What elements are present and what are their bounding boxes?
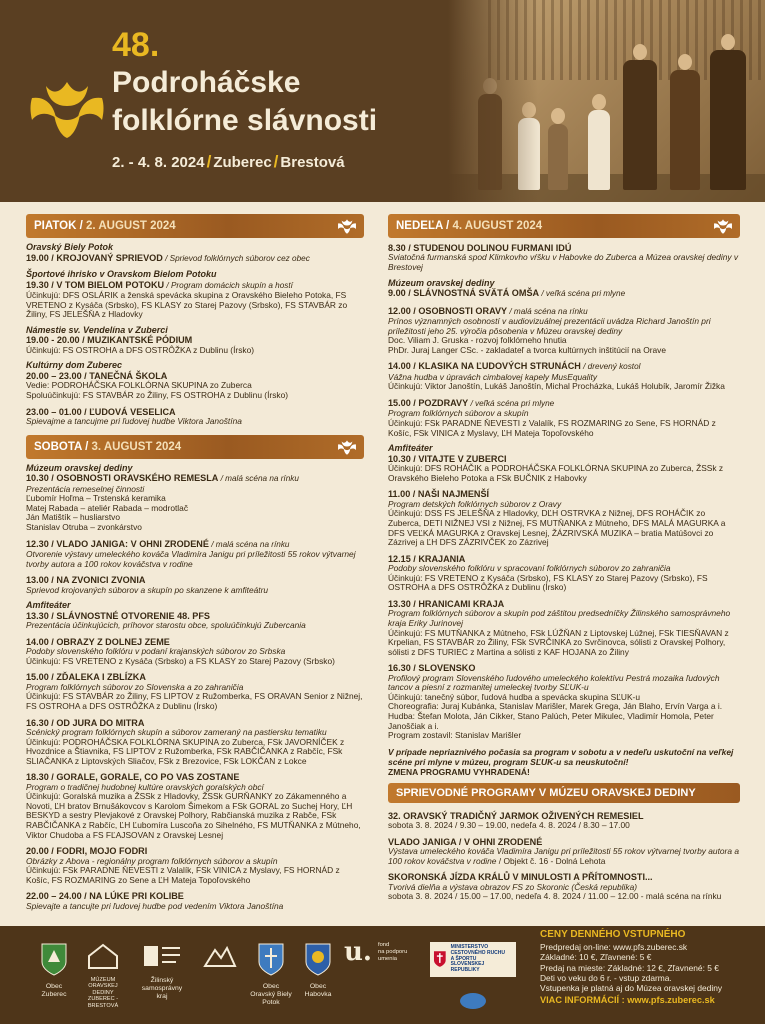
event-title: 8.30 / STUDENOU DOLINOU FURMANI IDÚ xyxy=(388,243,572,253)
event-description: Profilový program Slovenského ľudového umeleckého kolektívu Pestrá mozaika ľudových tancov a piesní z rozmanitej umeleckej tvorby SĽUK-u xyxy=(388,672,720,693)
day-date: 3. AUGUST 2024 xyxy=(91,440,182,453)
side-program-description: Výstava umeleckého kováča Vladimíra Janigu pri príležitosti 55 rokov výtvarnej tvorby autora a 100 rokov kováčstva v rodine xyxy=(388,846,739,866)
event-venue-place: Oravský Biely Potok xyxy=(26,242,114,252)
festival-logo-icon xyxy=(336,437,358,457)
event-stage: / malá scéna na rínku xyxy=(507,306,588,316)
day-header-saturday: SOBOTA / 3. AUGUST 2024 xyxy=(26,435,364,459)
festival-logo-icon xyxy=(712,216,734,236)
event-item xyxy=(388,361,740,392)
event-item xyxy=(26,326,364,356)
side-program-description: Tvorivá dielňa a výstava obrazov FS zo Skoronic (Česká republika) xyxy=(388,881,638,892)
event-performers: Účinkujú: DFS ROHÁČIK a PODROHÁČSKA FOLKLÓRNA SKUPINA zo Zuberca, ŽSSk z Oravského Bieleho Potoka a FSk BUČNIK z Habovky xyxy=(388,463,724,483)
logo-label: Obec Habovka xyxy=(304,983,332,998)
logo-obec-habovka xyxy=(300,942,336,999)
event-venue-place: Amfiteáter xyxy=(26,600,71,611)
event-item xyxy=(26,601,364,631)
event-item xyxy=(388,279,740,300)
day-date: 4. AUGUST 2024 xyxy=(452,220,543,232)
place-brestova: Brestová xyxy=(280,154,345,171)
place-zuberec: Zuberec xyxy=(213,154,272,171)
logo-muzeum xyxy=(78,942,128,1009)
event-description: Program detských folklórnych súborov z Oravy xyxy=(388,498,562,509)
logo-ministerstvo xyxy=(430,942,516,1018)
event-description: Program o tradičnej hudobnej kultúre oravských goralských obcí xyxy=(26,781,264,792)
event-description: Podoby slovenského folklóru v spracovaní folklórnych súborov zo zahraničia xyxy=(388,563,671,574)
day-name: PIATOK xyxy=(34,220,77,232)
event-item xyxy=(26,637,364,667)
event-description: Prezentácia remeselnej činnosti xyxy=(26,483,145,494)
event-item xyxy=(388,489,740,547)
event-item xyxy=(26,464,364,533)
event-item xyxy=(388,243,740,273)
event-title: 16.30 / SLOVENSKO xyxy=(388,663,476,674)
saturday-event-list xyxy=(26,464,364,912)
event-venue-place: Múzeum oravskej dediny xyxy=(388,277,495,288)
logo-label: MÚZEUM ORAVSKEJ DEDINY ZUBEREC - BRESTOVÁ xyxy=(87,977,119,1009)
event-description: Program folklórnych súborov zo Slovenska a zo zahraničia xyxy=(26,681,244,692)
festival-title-line1: Podroháčske xyxy=(112,66,301,99)
event-title: 14.00 / OBRAZY Z DOLNEJ ZEME xyxy=(26,636,170,647)
event-description: Obrázky z Abova - regionálny program folklórnych súborov a skupín xyxy=(26,855,278,866)
fpu-u-icon: u. xyxy=(344,937,372,968)
event-description: Sviatočná furmanská spod Klimkovho vŕšku v Habovke do Zuberca a Múzea oravskej dediny v Brestovej xyxy=(388,252,739,272)
day-date: 2. AUGUST 2024 xyxy=(85,220,176,232)
event-title: 13.30 / SLÁVNOSTNÉ OTVORENIE 48. PFS xyxy=(26,610,210,621)
side-programs-list xyxy=(388,811,740,902)
logo-label: Obec Zuberec xyxy=(41,983,67,998)
event-performers: Účinkujú: DFS OSLÁRIK a ženská spevácka skupina z Oravského Bieleho Potoka, FS VRETENO z Kysáča (Srbsko), FS KLASY zo Starej Pazovy (Srbsko), FS STAVBÁR zo Žiliny, FS JELEŠŇA z Hladovky xyxy=(26,290,348,320)
event-title: 10.30 / VITAJTE V ZUBERCI xyxy=(388,453,507,464)
event-item xyxy=(26,270,364,320)
event-venue-place: Športové ihrisko v Oravskom Bielom Potoku xyxy=(26,269,217,279)
price-line: Predaj na mieste: Základné: 12 €, Zľavnené: 5 € xyxy=(540,962,719,973)
event-item xyxy=(26,718,364,767)
ticket-prices xyxy=(540,930,762,1020)
side-program-when: / Objekt č. 16 - Dolná Lehota xyxy=(496,855,606,866)
rain-note: V prípade nepriaznivého počasia sa program v sobotu a v nedeľu uskutoční na veľkej scéne pri mlyne v múzeu, program SĽUK-u sa neuskutoční! xyxy=(388,746,734,767)
event-time-title xyxy=(26,575,364,585)
event-item xyxy=(388,663,740,741)
slovak-coat-icon xyxy=(433,950,447,968)
event-performers: Účinkujú: DSS FS JELEŠŇA z Hladovky, DĽH OSTRVKA z Nižnej, DFS ROHÁČIK zo Zuberca, DETI NIŽNEJ VSI z Nižnej, FS MUTŇANKA z Mútneho, DFS MALÁ MAGURKA a DFS VEĽKÁ MAGURKA z Oravskej Lesnej, ŽÁZRIVSKÁ MUZIKA – bratia Matúšovci zo Zázrivej a ĽH DFS ZÁZRIVČEK zo Zázrivej xyxy=(388,508,726,548)
side-program-when: sobota 3. 8. 2024 / 15.00 – 17.00, nedeľa 4. 8. 2024 / 11.00 – 12.00 - malá scéna na rínku xyxy=(388,891,722,902)
logo-label: MINISTERSTVO CESTOVNÉHO RUCHU A ŠPORTU SLOVENSKEJ REPUBLIKY xyxy=(450,944,506,974)
event-performers: Vedie: PODROHÁČSKA FOLKLÓRNA SKUPINA zo Zuberca Spoluúčinkujú: FS STAVBÁR zo Žiliny, FS OSTROHA z Dublinu (Írsko) xyxy=(26,380,289,400)
event-description: Spievajte a tancujte pri ľudovej hudbe pod vedením Viktora Janoštína xyxy=(26,900,284,911)
side-program-title: VLADO JANIGA / V OHNI ZRODENÉ xyxy=(388,836,543,847)
event-item xyxy=(388,444,740,483)
side-program-when: sobota 3. 8. 2024 / 9.30 – 19.00, nedeľa 4. 8. 2024 / 8.30 – 17.00 xyxy=(388,820,630,831)
festival-title-line2: folklórne slávnosti xyxy=(112,104,378,137)
event-performers: Účinkujú: FS MUTŇANKA z Mútneho, FSk LÚŽŇAN z Liptovskej Lúžnej, FSk TIESŇAVAN z Krpelian, FS STAVBÁR zo Žiliny, FSk SVRČINKA zo Svrčinovca, sólisti z Oravskej Polhory, sólisti z DFS TURIEC z Martina a sólisti z KAF HOJANA zo Žiliny xyxy=(388,627,729,657)
event-item xyxy=(26,846,364,885)
event-stage: / drevený kostol xyxy=(580,362,641,372)
side-programs-header: SPRIEVODNÉ PROGRAMY V MÚZEU ORAVSKEJ DEDINY xyxy=(388,783,740,803)
event-item xyxy=(26,772,364,840)
event-performers: Účinkujú: Viktor Janoštín, Lukáš Janoštín, Michal Procházka, Lukáš Holubík, Jaromír Žižka xyxy=(388,381,725,392)
event-item xyxy=(388,306,740,356)
event-venue-place: Kultúrny dom Zuberec xyxy=(26,360,123,371)
event-title: 13.30 / HRANICAMI KRAJA xyxy=(388,598,505,609)
event-performers: Účinkujú: tanečný súbor, ľudová hudba a spevácka skupina SĽUK-u Choreografia: Juraj Kubánka, Stanislav Marišler, Marek Grega, Ján Blaho, Ervín Varga a i. Hudba: Štefan Molota, Ján Cikker, Stano Palúch, Peter Mikulec, Vladimír Homola, Peter Janoščiak a i. Program zostavil: Stanislav Marišler xyxy=(388,691,723,741)
folk-dancers-photo xyxy=(448,0,765,202)
event-venue-place: Námestie sv. Vendelína v Zuberci xyxy=(26,324,168,335)
event-item xyxy=(26,672,364,711)
event-description: Prínos významných osobností v audiovizuálnej prezentácii uvádza Richard Janoštín pri príležitosti jeho 25. výročia pôsobenia v Múzeu oravskej dediny xyxy=(388,316,711,336)
event-item xyxy=(26,361,364,400)
event-performers: Účinkujú: FS STAVBÁR zo Žiliny, FS LIPTOV z Ružomberka, FS ORAVAN Senior z Nižnej, FS OSTROHA a DFS OSTRÔŽKA z Dublinu (Írsko) xyxy=(26,691,363,711)
left-column xyxy=(26,214,364,917)
event-time-title xyxy=(26,473,364,484)
logo-label: Obec Oravský Biely Potok xyxy=(250,983,292,1006)
event-performers: Účinkujú: FS OSTROHA a DFS OSTRÔŽKA z Dublinu (Írsko) xyxy=(26,344,255,355)
event-item xyxy=(388,398,740,438)
logo-zsk xyxy=(134,942,190,1001)
event-title: 19.00 / KROJOVANÝ SPRIEVOD xyxy=(26,252,163,263)
event-title: 16.30 / OD JURA DO MITRA xyxy=(26,717,145,728)
event-description: Sprievod krojovaných súborov a skupín po skanzene k amfiteátru xyxy=(26,584,269,595)
event-title: 12.00 / OSOBNOSTI ORAVY xyxy=(388,305,508,316)
event-description: Scénický program folklórnych skupín a súborov zameraný na pastiersku tematiku xyxy=(26,726,327,737)
event-description: Podoby slovenského folklóru v podaní krajanských súborov zo Srbska xyxy=(26,646,286,657)
more-info-link[interactable]: VIAC INFORMÁCIÍ : www.pfs.zuberec.sk xyxy=(540,995,715,1006)
logo-obec-zuberec xyxy=(34,942,74,999)
logo-label: Žilinský samosprávny kraj xyxy=(141,977,183,1000)
event-title: 12.15 / KRAJANIA xyxy=(388,553,466,564)
event-performers: Účinkujú: FS VRETENO z Kysáča (Srbsko), FS KLASY zo Starej Pazovy (Srbsko), FS OSTROHA a DFS OSTRÔŽKA z Dublinu (Írsko) xyxy=(388,572,708,593)
logo-fpu xyxy=(344,937,424,968)
event-stage: / veľká scéna pri mlyne xyxy=(468,398,555,408)
museum-house-icon xyxy=(85,942,121,970)
orava-logo-icon xyxy=(458,991,488,1011)
event-venue-place: Amfiteáter xyxy=(388,443,433,454)
event-item xyxy=(26,891,364,911)
event-title: 22.00 – 24.00 / NA LÚKE PRI KOLIBE xyxy=(26,891,184,902)
coat-of-arms-icon xyxy=(257,942,285,976)
event-stage: / malá scéna na rínku xyxy=(208,539,290,549)
friday-event-list xyxy=(26,243,364,427)
event-title: 11.00 / NAŠI NAJMENŠÍ xyxy=(388,489,490,500)
event-title: 18.30 / GORALE, GORALE, CO PO VAS ZOSTANE xyxy=(26,772,240,783)
day-name: NEDEĽA xyxy=(396,220,443,232)
event-title: 19.00 - 20.00 / MUZIKANTSKÉ PÓDIUM xyxy=(26,335,193,346)
event-item xyxy=(26,575,364,595)
zsk-logo-icon xyxy=(142,942,182,970)
event-description: Spievajme a tancujme pri ľudovej hudbe Viktora Janoštína xyxy=(26,415,242,426)
event-stage: / Sprievod folklórnych súborov cez obec xyxy=(162,253,310,263)
event-time-title xyxy=(388,288,740,299)
event-item xyxy=(388,599,740,657)
event-stage: / veľká scéna pri mlyne xyxy=(539,289,626,299)
event-performers: Ľubomír Hoľma – Trstenská keramika Matej Rabada – ateliér Rabada – modrotlač Ján Matištík – husliarstvo Stanislav Otruba – zvonkárstvo xyxy=(26,493,189,532)
event-stage: / Program domácich skupín a hostí xyxy=(164,280,293,290)
festival-logo-icon xyxy=(24,76,110,140)
event-item xyxy=(388,554,740,593)
program-change-note: ZMENA PROGRAMU VYHRADENÁ! xyxy=(388,766,530,777)
event-performers: Účinkujú: FS VRETENO z Kysáča (Srbsko) a FS KLASY zo Starej Pazovy (Srbsko) xyxy=(26,655,335,666)
price-line: Deti vo veku do 6 r. - vstup zdarma. xyxy=(540,972,672,983)
event-description: Vážna hudba v úpravách cimbalovej kapely MusEquality xyxy=(388,371,598,382)
festival-logo-icon xyxy=(336,216,358,236)
price-line: Predpredaj on-line: www.pfs.zuberec.sk xyxy=(540,942,688,953)
event-item xyxy=(26,407,364,427)
event-title: 20.00 – 23.00 / TANEČNÁ ŠKOLA xyxy=(26,370,168,381)
event-title: 9.00 / SLÁVNOSTNÁ SVÄTÁ OMŠA xyxy=(388,288,540,299)
side-program-item xyxy=(388,837,740,867)
event-title: 12.30 / VLADO JANIGA: V OHNI ZRODENÉ xyxy=(26,538,209,549)
side-program-title: 32. ORAVSKÝ TRADIČNÝ JARMOK OŽIVENÝCH REMESIEL xyxy=(388,810,644,821)
event-description: Program folklórnych súborov a skupín xyxy=(388,408,529,419)
event-description: Prezentácia účinkujúcich, príhovor starostu obce, spoluúčinkujú Zubercania xyxy=(26,620,306,631)
event-stage: / malá scéna na rínku xyxy=(218,474,299,484)
event-title: 20.00 / FODRI, MOJO FODRI xyxy=(26,846,148,857)
event-time-title xyxy=(26,253,364,264)
event-item xyxy=(26,539,364,570)
sunday-event-list xyxy=(388,243,740,741)
region-logo-icon xyxy=(203,942,237,970)
event-title: 13.00 / NA ZVONICI ZVONIA xyxy=(26,575,146,586)
event-title: 14.00 / KLASIKA NA ĽUDOVÝCH STRUNÁCH xyxy=(388,361,581,372)
festival-dates-places: 2. - 4. 8. 2024 / Zuberec / Brestová xyxy=(112,152,345,171)
price-line: Základné: 10 €, Zľavnené: 5 € xyxy=(540,952,652,963)
price-line: Vstupenka je platná aj do Múzea oravskej dediny xyxy=(540,983,723,994)
edition-number: 48. xyxy=(112,26,160,64)
side-program-title: SKORONSKÁ JÍZDA KRÁLŮ V MINULOSTI A PŘÍTOMNOSTI... xyxy=(388,872,653,883)
event-performers: Doc. Viliam J. Gruska - rozvoj folklórneho hnutia PhDr. Juraj Langer CSc. - zakladateľ a tvorca kultúrnych inštitúcií na Orave xyxy=(388,335,667,355)
event-title: 23.00 – 01.00 / ĽUDOVÁ VESELICA xyxy=(26,406,176,417)
side-program-item xyxy=(388,811,740,831)
event-performers: Účinkujú: FSk PARADNE ŇEVESTI z Valalík, FSk VINICA z Myslavy, FS HORNÁD z Košíc, FS ROZMARING zo Sene a ĽH Mateja Topoľovského xyxy=(26,865,340,885)
day-name: SOBOTA xyxy=(34,440,82,453)
poster-header xyxy=(0,0,765,202)
right-column xyxy=(388,214,740,908)
event-performers: Účinkujú: PODROHÁČSKA FOLKLÓRNA SKUPINA zo Zuberca, FSk JAVORNÍČEK z Hvozdnice a Štiavnika, FS LIPTOV z Ružomberka, FSk RABČIČANKA z Rabčíc, FSk SLIAČANKA z Liptovských Sliačov, FSk z Brezovice, FSk LOKČAN z Lokce xyxy=(26,736,345,766)
event-description: Program folklórnych súborov a skupín pod záštitou predsedníčky Žilinského samosprávneho kraja Eriky Jurinovej xyxy=(388,608,731,628)
side-program-item xyxy=(388,872,740,902)
event-description: Otvorenie výstavy umeleckého kováča Vladimíra Janigu pri príležitosti 55 rokov výtvarnej tvorby autora a 100 rokov kováčstva v rodine xyxy=(26,548,356,569)
coat-of-arms-icon xyxy=(304,942,332,976)
event-title: 10.30 / OSOBNOSTI ORAVSKÉHO REMESLA xyxy=(26,473,219,484)
logo-region xyxy=(198,942,242,977)
day-header-sunday: NEDEĽA / 4. AUGUST 2024 xyxy=(388,214,740,238)
event-item xyxy=(26,243,364,264)
event-title: 19.30 / V TOM BIELOM POTOKU xyxy=(26,279,165,290)
event-performers: Účinkujú: FSk PARADNE ŇEVESTI z Valalík, FS ROZMARING zo Sene, FS HORNÁD z Košíc, FSk VINICA z Myslavy, ĽH Mateja Topoľovského xyxy=(388,417,716,438)
logo-label: fond na podporu umenia xyxy=(377,942,408,962)
prices-heading: CENY DENNÉHO VSTUPNÉHO xyxy=(540,929,686,940)
coat-of-arms-icon xyxy=(40,942,68,976)
festival-dates: 2. - 4. 8. 2024 xyxy=(112,154,205,171)
event-title: 15.00 / ZĎALEKA I ZBLÍZKA xyxy=(26,672,146,683)
event-venue-place: Múzeum oravskej dediny xyxy=(26,462,133,473)
event-performers: Účinkujú: Goralská muzika a ŽSSk z Hladovky, ŽSSk GURŇANKY zo Zákamenného a Novoti, ĽH bratov Brnušákovcov s Karolom Šimekom a FSk GORAL zo Suchej Hory, ĽH BESKYD a sestry Plevjakové z Oravskej Polhory, Rabčianská muzika z Rabče, FSk RABČIČANKA z Rabčíc, ĽH Ľubomíra Luscoňa zo Sihelného, FS MUTŇANKA z Mútneho, Viktor Chudoba a FS FĽAJSOVAN z Oravskej Lesnej xyxy=(26,791,361,840)
day-header-friday: PIATOK / 2. AUGUST 2024 xyxy=(26,214,364,238)
logo-obec-oravsky-biely-potok xyxy=(246,942,296,1007)
event-title: 15.00 / POZDRAVY xyxy=(388,397,469,408)
